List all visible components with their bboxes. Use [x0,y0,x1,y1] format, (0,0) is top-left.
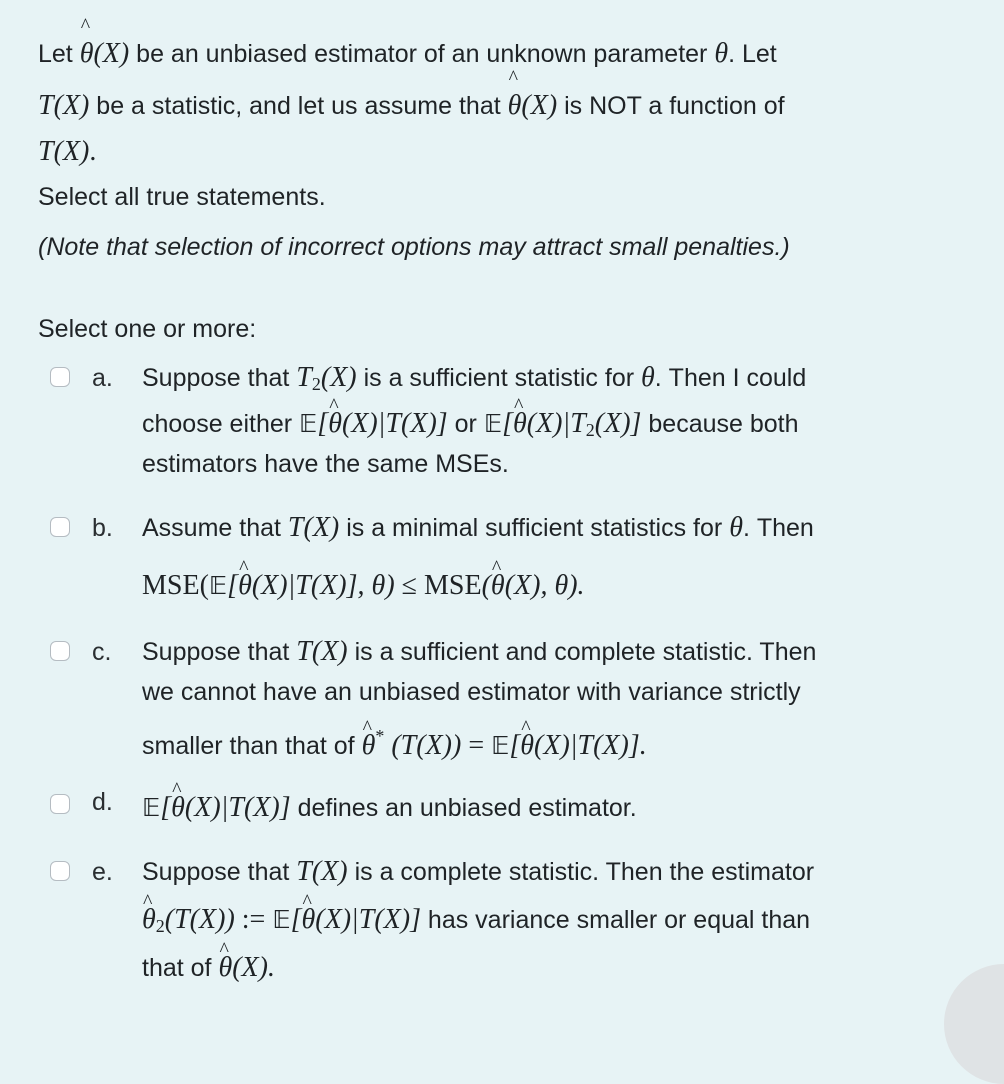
question-line-1: Let ^ θ(X) be an unbiased estimator of an unknown parameter θ. Let [38,28,938,80]
option-a-checkbox[interactable] [50,367,70,387]
option-d-checkbox[interactable] [50,794,70,814]
option-b-checkbox[interactable] [50,517,70,537]
option-b-text: Assume that T(X) is a minimal sufficient statistics for θ. Then MSE(𝔼[^ θ(X)|T(X)], θ) ≤ MSE(^ θ(X), θ). [142,512,962,602]
question-line-3: T(X). [38,136,97,167]
instruction-text: Select all true statements. [38,183,326,211]
option-d-text: 𝔼[^ θ(X)|T(X)] defines an unbiased estimator. [142,792,962,824]
option-c-checkbox[interactable] [50,641,70,661]
option-e-text: Suppose that T(X) is a complete statistic. Then the estimator ^ $\theta_2(T(X))$ := 𝔼[^ θ(X)|T(X)] has variance smaller or equal than that of ^ θ(X). [142,856,962,984]
select-label: Select one or more: [38,315,257,343]
question-line-2: T(X) be a statistic, and let us assume that ^ θ(X) is NOT a function of [38,80,938,132]
question-text [38,28,938,172]
option-a-text: Suppose that $T_2(X)$ is a sufficient statistic for θ. Then I could choose either 𝔼[^ θ(X)|T(X)] or 𝔼[^ $\theta(X)|T_2(X)$] because both estimators have the same MSEs. [142,362,962,479]
penalty-note: (Note that selection of incorrect options may attract small penalties.) [38,233,790,261]
option-e-checkbox[interactable] [50,861,70,881]
option-c-text: Suppose that T(X) is a sufficient and complete statistic. Then we cannot have an unbiased estimator with variance strictly smaller than that of ^ θ* (T(X)) = 𝔼[^ θ(X)|T(X)]. [142,636,962,762]
